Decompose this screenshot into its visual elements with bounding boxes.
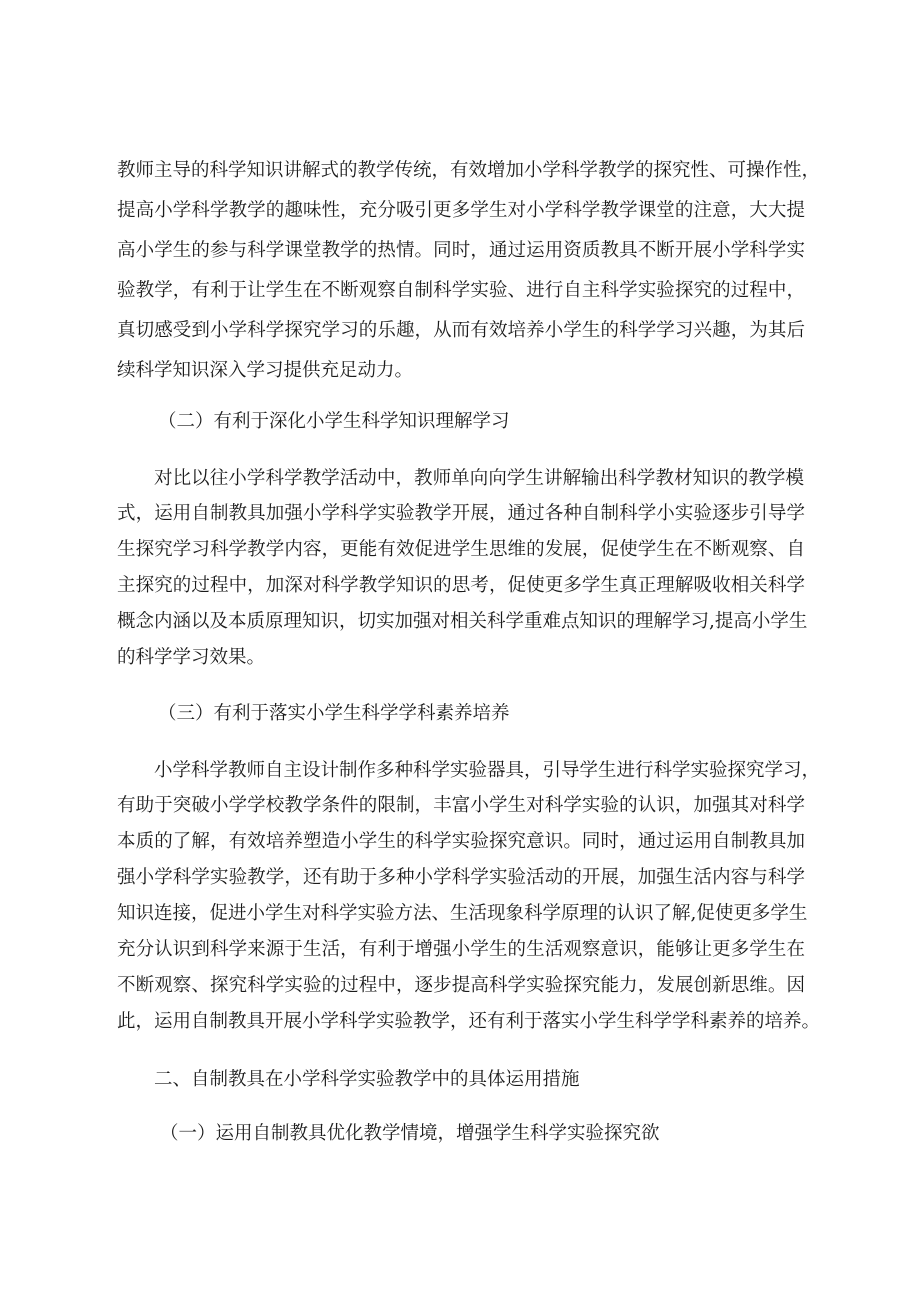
paragraph-line: 概念内涵以及本质原理知识，切实加强对相关科学重难点知识的理解学习,提高小学生	[117, 611, 808, 632]
paragraph-line: 强小学科学实验教学，还有助于多种小学科学实验活动的开展，加强生活内容与科学	[117, 867, 805, 888]
paragraph-line: 高小学生的参与科学课堂教学的热情。同时，通过运用资质教具不断开展小学科学实	[117, 240, 805, 261]
paragraph-line: 验教学，有利于让学生在不断观察自制科学实验、进行自主科学实验探究的过程中，	[117, 280, 805, 301]
paragraph-line: 知识连接，促进小学生对科学实验方法、生活现象科学原理的认识了解,促使更多学生	[117, 903, 808, 924]
paragraph-line: 主探究的过程中，加深对科学教学知识的思考，促使更多学生真正理解吸收相关科学	[117, 575, 805, 596]
subsection-heading-3: （三）有利于落实小学生科学学科素养培养	[158, 703, 510, 724]
subsection-heading-1: （一）运用自制教具优化教学情境，增强学生科学实验探究欲	[160, 1123, 660, 1144]
paragraph-line: 提高小学科学教学的趣味性，充分吸引更多学生对小学科学教学课堂的注意，大大提	[117, 200, 805, 221]
paragraph-line: 续科学知识深入学习提供充足动力。	[117, 360, 414, 381]
paragraph-line: 本质的了解，有效培养塑造小学生的科学实验探究意识。同时，通过运用自制教具加	[117, 831, 805, 852]
paragraph-line: 真切感受到小学科学探究学习的乐趣，从而有效培养小学生的科学学习兴趣，为其后	[117, 320, 805, 341]
paragraph-line: 小学科学教师自主设计制作多种科学实验器具，引导学生进行科学实验探究学习，	[154, 760, 821, 781]
paragraph-line: 有助于突破小学学校教学条件的限制，丰富小学生对科学实验的认识，加强其对科学	[117, 795, 805, 816]
paragraph-line: 不断观察、探究科学实验的过程中，逐步提高科学实验探究能力，发展创新思维。因	[117, 975, 805, 996]
paragraph-line: 此，运用自制教具开展小学科学实验教学，还有利于落实小学生科学学科素养的培养。	[117, 1011, 821, 1032]
subsection-heading-2: （二）有利于深化小学生科学知识理解学习	[158, 411, 510, 432]
section-heading: 二、自制教具在小学科学实验教学中的具体运用措施	[154, 1069, 580, 1090]
paragraph-line: 式，运用自制教具加强小学科学实验教学开展，通过各种自制科学小实验逐步引导学	[117, 503, 805, 524]
paragraph-line: 对比以往小学科学教学活动中，教师单向向学生讲解输出科学教材知识的教学模	[154, 468, 804, 489]
paragraph-line: 充分认识到科学来源于生活，有利于增强小学生的生活观察意识，能够让更多学生在	[117, 939, 805, 960]
paragraph-line: 生探究学习科学教学内容，更能有效促进学生思维的发展，促使学生在不断观察、自	[117, 539, 805, 560]
paragraph-line: 的科学学习效果。	[117, 647, 266, 668]
paragraph-line: 教师主导的科学知识讲解式的教学传统，有效增加小学科学教学的探究性、可操作性，	[117, 160, 821, 181]
